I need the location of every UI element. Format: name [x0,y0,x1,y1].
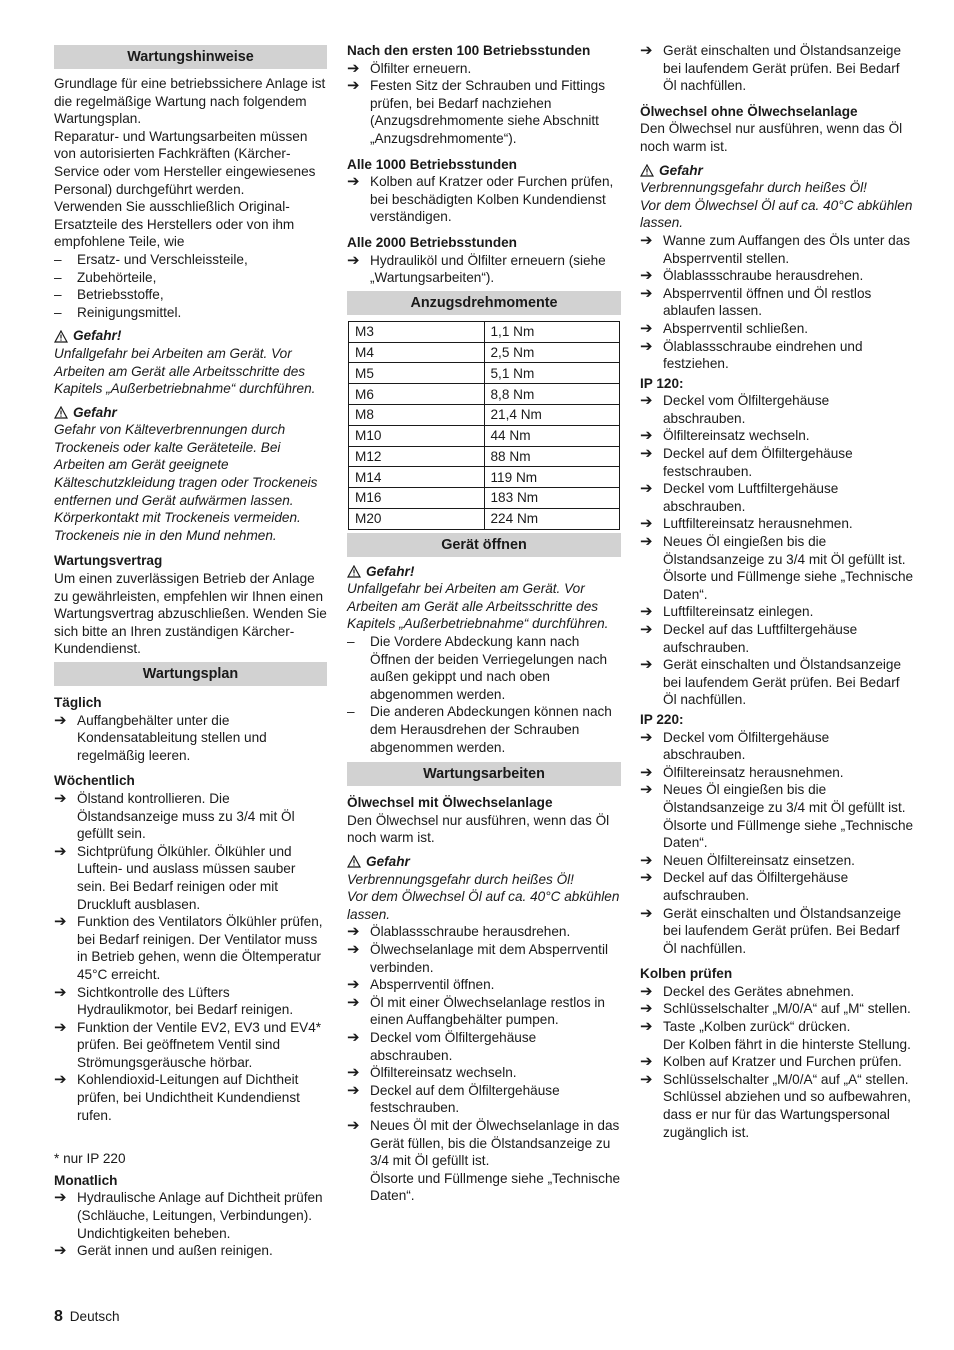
thread-size-cell: M3 [349,321,485,342]
list-item [640,338,914,373]
table-row [349,363,620,384]
list-item-text: Gerät einschalten und Ölstandsanzeige bei laufendem Gerät prüfen. Bei Bedarf Öl nachfüllen. [663,43,902,94]
warning-text: Vor dem Ölwechsel Öl auf ca. 40°C abkühlen lassen. [347,889,620,922]
arrow-bullet-icon: ➔ [640,284,653,302]
subheading-1000h: Alle 1000 Betriebsstunden [347,156,517,172]
list-item-text: Sichtkontrolle des Lüfters Hydraulikmotor, bei Bedarf reinigen. [77,984,294,1018]
list-item [640,1053,914,1071]
thread-size-cell: M4 [349,342,485,363]
warning-triangle-icon [640,164,654,177]
list-item [347,633,621,703]
warning-title [640,162,914,180]
list-item [347,60,621,78]
arrow-bullet-icon: ➔ [347,59,360,77]
list-item-text: Funktion des Ventilators Ölkühler prüfen, bei Bedarf reinigen. Der Ventilator muss in Betrieb gehen, wenn die Öltemperatur 45°C erreicht. [77,914,323,982]
list-item-text: Neuen Ölfiltereinsatz einsetzen. [663,852,855,868]
subheading-kolben-pruefen: Kolben prüfen [640,966,733,982]
thread-size-cell: M10 [349,425,485,446]
list-item [640,729,914,764]
arrow-bullet-icon: ➔ [347,976,360,994]
heading-wartungshinweise: Wartungshinweise [54,45,327,69]
thread-size-cell: M12 [349,446,485,467]
warning-triangle-icon [347,565,361,578]
list-item [54,269,327,287]
table-row [349,425,620,446]
list-item [347,173,621,226]
warning-text: Vor dem Ölwechsel Öl auf ca. 40°C abkühlen lassen. [640,197,913,231]
list-item-text: Öl mit einer Ölwechselanlage restlos in einen Auffangbehälter pumpen. [370,994,605,1028]
arrow-list [640,729,914,817]
warning-title-text: Gefahr [73,404,117,420]
column-2 [347,42,621,1205]
arrow-bullet-icon: ➔ [640,851,653,869]
list-item-text: Schlüsselschalter „M/0/A“ auf „M“ stellen. [663,1001,911,1017]
subheading-oelwechsel-ohne: Ölwechsel ohne Ölwechselanlage [640,103,858,119]
arrow-bullet-icon: ➔ [640,728,653,746]
list-item-text: Die anderen Abdeckungen können nach dem Herausdrehen der Schrauben abgenommen werden. [370,704,612,755]
arrow-bullet-icon: ➔ [640,982,653,1000]
list-item [640,983,914,1001]
thread-size-cell: M16 [349,488,485,509]
arrow-bullet-icon: ➔ [347,173,360,191]
arrow-list [54,790,327,1124]
note: Ölsorte und Füllmenge siehe „Technische Daten“. [663,817,914,851]
arrow-bullet-icon: ➔ [640,42,653,59]
arrow-bullet-icon: ➔ [640,231,653,249]
note: Ölsorte und Füllmenge siehe „Technische Daten“. [370,1170,621,1204]
list-item [640,852,914,870]
table-row [349,404,620,425]
torque-value-cell: 183 Nm [484,488,620,509]
list-item-text: Absperrventil öffnen. [370,977,495,993]
list-item-text: Ölablassschraube eindrehen und festziehen. [663,338,863,372]
list-item [54,790,327,843]
note: Ölsorte und Füllmenge siehe „Technische Daten“. [663,569,914,602]
warning-text: Unfallgefahr bei Arbeiten am Gerät. Vor Arbeiten am Gerät alle Arbeitsschritte des Kapitels „Außerbetriebnahme“ durchführen. [347,581,609,632]
thread-size-cell: M6 [349,384,485,405]
subheading-taeglich: Täglich [54,695,102,710]
list-item-text: Auffangbehälter unter die Kondensatableitung stellen und regelmäßig leeren. [77,712,267,763]
list-item [347,77,621,147]
arrow-list [347,252,621,287]
paragraph: Verwenden Sie ausschließlich Original-Ersatzteile des Herstellers oder von ihm empfohlene Teile, wie [54,199,295,250]
list-item-text: Deckel des Gerätes abnehmen. [663,983,855,999]
arrow-bullet-icon: ➔ [54,789,67,807]
arrow-bullet-icon: ➔ [640,337,653,355]
subheading-100h: Nach den ersten 100 Betriebsstunden [347,43,591,58]
list-item-text: Neues Öl eingießen bis die Ölstandsanzeige zu 3/4 mit Öl gefüllt ist. [663,534,906,567]
arrow-bullet-icon: ➔ [640,781,653,799]
torque-value-cell: 21,4 Nm [484,404,620,425]
dash-bullet: – [54,304,62,320]
heading-geraet-oeffnen: Gerät öffnen [347,533,621,557]
thread-size-cell: M20 [349,508,485,529]
warning-text: Körperkontakt mit Trockeneis vermeiden. Trockeneis nie in den Mund nehmen. [54,510,301,543]
warning-triangle-icon [347,855,361,868]
page-footer [54,1308,120,1326]
arrow-bullet-icon: ➔ [640,319,653,337]
list-item-text: Schlüsselschalter „M/0/A“ auf „A“ stellen. Schlüssel abziehen und so aufbewahren, dass er nur für das Wartungspersonal zugänglich ist. [663,1071,911,1140]
list-item-text: Ölablassschraube herausdrehen. [370,924,571,940]
arrow-bullet-icon: ➔ [640,621,653,638]
arrow-list [640,852,914,958]
footnote: * nur IP 220 [54,1151,126,1167]
dash-list [54,251,327,321]
arrow-bullet-icon: ➔ [640,763,653,781]
arrow-bullet-icon: ➔ [640,1018,653,1036]
dash-bullet: – [347,634,355,650]
torque-value-cell: 119 Nm [484,467,620,488]
list-item-text: Gerät einschalten und Ölstandsanzeige bei laufendem Gerät prüfen. Bei Bedarf Öl nachfüllen. [663,905,902,956]
arrow-bullet-icon: ➔ [640,1053,653,1071]
list-item-text: Deckel auf dem Ölfiltergehäuse festschrauben. [370,1082,560,1116]
torque-value-cell: 44 Nm [484,425,620,446]
list-item [347,703,621,756]
list-item [640,445,914,480]
list-item [347,994,621,1029]
paragraph: Um einen zuverlässigen Betrieb der Anlage zu gewährleisten, empfehlen wir Ihnen einen Wartungsvertrag abzuschließen. Wenden Sie sich bitte an Ihren zuständigen Kärcher-Kundendienst. [54,571,327,657]
warning-title [347,563,621,581]
paragraph: Grundlage für eine betriebssichere Anlage ist die regelmäßige Wartung nach folgendem Wartungsplan. [54,76,326,127]
list-item [54,286,327,304]
arrow-list [347,923,621,1169]
torque-value-cell: 1,1 Nm [484,321,620,342]
list-item-text: Ersatz- und Verschleissteile, [77,251,248,267]
arrow-list [640,603,914,709]
subheading-ip120: IP 120: [640,375,684,391]
subheading-oelwechsel-mit: Ölwechsel mit Ölwechselanlage [347,795,553,811]
arrow-bullet-icon: ➔ [640,515,653,533]
list-item [640,515,914,533]
arrow-bullet-icon: ➔ [347,1081,360,1099]
list-item [54,913,327,983]
list-item-text: Ölablassschraube herausdrehen. [663,268,864,284]
subheading-ip220: IP 220: [640,711,684,727]
list-item-text: Deckel vom Luftfiltergehäuse abschrauben. [663,481,839,514]
list-item [347,976,621,994]
list-item [640,1018,914,1036]
footer-language: Deutsch [69,1309,120,1324]
arrow-list [347,60,621,148]
arrow-bullet-icon: ➔ [640,656,653,674]
arrow-list [640,1053,914,1141]
list-item [640,1000,914,1018]
list-item-text: Luftfiltereinsatz herausnehmen. [663,516,853,532]
list-item-text: Hydraulische Anlage auf Dichtheit prüfen (Schläuche, Leitungen, Verbindungen). Undichtigkeiten beheben. [77,1190,323,1241]
thread-size-cell: M5 [349,363,485,384]
list-item [347,1082,621,1117]
list-item [347,923,621,941]
arrow-bullet-icon: ➔ [347,993,360,1011]
dash-bullet: – [54,269,62,285]
arrow-bullet-icon: ➔ [640,1000,653,1018]
arrow-bullet-icon: ➔ [54,1189,67,1207]
list-item [640,603,914,621]
column-1 [54,42,327,1260]
list-item [640,320,914,338]
table-row [349,321,620,342]
table-row [349,446,620,467]
list-item [640,392,914,427]
dash-bullet: – [54,287,62,303]
table-row [349,467,620,488]
list-item-text: Betriebsstoffe, [77,287,164,303]
warning-title-text: Gefahr! [73,328,122,344]
arrow-bullet-icon: ➔ [640,267,653,285]
list-item-text: Hydrauliköl und Ölfilter erneuern (siehe „Wartungsarbeiten“). [370,252,606,286]
warning-triangle-icon [54,406,68,419]
list-item-text: Ölfiltereinsatz herausnehmen. [663,764,844,780]
torque-value-cell: 224 Nm [484,508,620,529]
list-item-text: Die Vordere Abdeckung kann nach Öffnen der beiden Verriegelungen nach außen gekippt und nach oben abgenommen werden. [370,634,608,702]
table-row [349,384,620,405]
paragraph: Reparatur- und Wartungsarbeiten müssen von autorisierten Fachkräften (Kärcher-Service oder vom Hersteller eingewiesenes Personal) durchgeführt werden. [54,128,316,197]
arrow-list [640,42,914,95]
list-item-text: Festen Sitz der Schrauben und Fittings prüfen, bei Bedarf nachziehen (Anzugsdrehmomente siehe Abschnitt „Anzugsdrehmomente“). [370,78,605,146]
warning-title [54,404,327,422]
list-item-text: Funktion der Ventile EV2, EV3 und EV4* prüfen. Bei geöffnetem Ventil sind Strömungsgeräusche hörbar. [77,1019,322,1070]
list-item [347,252,621,287]
list-item [640,267,914,285]
arrow-bullet-icon: ➔ [640,533,653,551]
list-item-text: Ölfiltereinsatz wechseln. [370,1065,517,1081]
table-row [349,342,620,363]
page-number: 8 [54,1308,63,1325]
torque-value-cell: 88 Nm [484,446,620,467]
torque-value-cell: 5,1 Nm [484,363,620,384]
list-item-text: Ölfilter erneuern. [370,60,472,76]
list-item-text: Deckel auf das Ölfiltergehäuse aufschrauben. [663,870,849,903]
list-item-text: Gerät einschalten und Ölstandsanzeige bei laufendem Gerät prüfen. Bei Bedarf Öl nachfüllen. [663,657,902,708]
list-item [640,480,914,515]
arrow-bullet-icon: ➔ [640,392,653,410]
arrow-list [54,712,327,765]
arrow-bullet-icon: ➔ [640,445,653,463]
subheading-woechentlich: Wöchentlich [54,773,135,789]
list-item [640,285,914,320]
list-item [640,905,914,958]
list-item [347,1064,621,1082]
warning-text: Unfallgefahr bei Arbeiten am Gerät. Vor Arbeiten am Gerät alle Arbeitsschritte des Kapitels „Außerbetriebnahme“ durchführen. [54,345,316,397]
arrow-bullet-icon: ➔ [347,940,360,958]
arrow-bullet-icon: ➔ [347,923,360,941]
heading-wartungsarbeiten: Wartungsarbeiten [347,762,621,786]
torque-value-cell: 8,8 Nm [484,384,620,405]
list-item-text: Gerät innen und außen reinigen. [77,1243,273,1259]
paragraph: Den Ölwechsel nur ausführen, wenn das Öl noch warm ist. [640,121,903,154]
arrow-bullet-icon: ➔ [54,711,67,729]
arrow-bullet-icon: ➔ [54,1071,67,1089]
arrow-bullet-icon: ➔ [54,1018,67,1036]
arrow-bullet-icon: ➔ [640,869,653,887]
list-item [54,1019,327,1072]
list-item-text: Kohlendioxid-Leitungen auf Dichtheit prüfen, bei Undichtheit Kundendienst rufen. [77,1072,300,1123]
list-item-text: Deckel vom Ölfiltergehäuse abschrauben. [370,1029,537,1063]
note: Der Kolben fährt in die hinterste Stellung. [663,1036,911,1052]
list-item-text: Kolben auf Kratzer oder Furchen prüfen, bei beschädigten Kolben Kundendienst verständigen. [370,174,614,225]
list-item-text: Kolben auf Kratzer und Furchen prüfen. [663,1054,902,1070]
list-item-text: Ölwechselanlage mit dem Absperrventil verbinden. [370,941,609,975]
arrow-list [640,983,914,1036]
dash-bullet: – [347,704,355,720]
arrow-bullet-icon: ➔ [54,913,67,931]
list-item-text: Taste „Kolben zurück“ drücken. [663,1019,851,1035]
arrow-list [640,232,914,373]
list-item [54,1071,327,1124]
arrow-list [347,173,621,226]
subheading-monatlich: Monatlich [54,1172,118,1188]
list-item [640,781,914,816]
arrow-list [54,1189,327,1259]
warning-title-text: Gefahr! [366,563,415,579]
list-item-text: Neues Öl eingießen bis die Ölstandsanzeige zu 3/4 mit Öl gefüllt ist. [663,782,906,815]
arrow-bullet-icon: ➔ [640,904,653,922]
list-item-text: Deckel auf das Luftfiltergehäuse aufschrauben. [663,622,858,655]
list-item-text: Deckel vom Ölfiltergehäuse abschrauben. [663,729,830,763]
arrow-bullet-icon: ➔ [640,603,653,621]
list-item [640,42,914,95]
list-item [640,869,914,904]
arrow-bullet-icon: ➔ [347,1116,360,1134]
warning-title [54,327,327,345]
thread-size-cell: M14 [349,467,485,488]
arrow-list [640,392,914,568]
arrow-bullet-icon: ➔ [640,427,653,445]
thread-size-cell: M8 [349,404,485,425]
list-item-text: Neues Öl mit der Ölwechselanlage in das Gerät füllen, bis die Ölstandsanzeige zu 3/4 mit Öl gefüllt ist. [370,1117,620,1169]
list-item [54,304,327,322]
warning-title-text: Gefahr [659,162,703,178]
list-item [54,251,327,269]
list-item [54,1242,327,1260]
arrow-bullet-icon: ➔ [54,1242,67,1260]
warning-triangle-icon [54,330,68,343]
list-item-text: Wanne zum Auffangen des Öls unter das Absperrventil stellen. [663,232,911,266]
arrow-bullet-icon: ➔ [640,480,653,498]
list-item [640,656,914,709]
arrow-bullet-icon: ➔ [347,1028,360,1046]
column-3 [640,42,914,1141]
list-item [347,1029,621,1064]
arrow-bullet-icon: ➔ [54,842,67,860]
warning-title-text: Gefahr [366,854,410,869]
list-item-text: Reinigungsmittel. [77,304,182,320]
heading-wartungsplan: Wartungsplan [54,662,327,686]
subheading-wartungsvertrag: Wartungsvertrag [54,553,163,569]
table-row [349,508,620,529]
arrow-bullet-icon: ➔ [640,1070,653,1088]
list-item [54,984,327,1019]
list-item [54,1189,327,1242]
list-item-text: Absperrventil schließen. [663,320,809,336]
torque-value-cell: 2,5 Nm [484,342,620,363]
warning-text: Verbrennungsgefahr durch heißes Öl! [347,871,574,887]
list-item-text: Ölfiltereinsatz wechseln. [663,428,810,444]
list-item-text: Absperrventil öffnen und Öl restlos ablaufen lassen. [663,285,872,319]
arrow-bullet-icon: ➔ [347,1064,360,1082]
list-item [640,764,914,782]
warning-text: Gefahr von Kälteverbrennungen durch Trockeneis oder kalte Geräteteile. Bei Arbeiten am Gerät geeignete Kälteschutzkleidung tragen oder Trockeneis entfernen und Gerät aufwärmen lassen. [54,422,318,508]
list-item [347,941,621,976]
list-item [640,1071,914,1141]
arrow-bullet-icon: ➔ [347,251,360,269]
list-item-text: Deckel vom Ölfiltergehäuse abschrauben. [663,393,830,426]
list-item-text: Zubehörteile, [77,269,157,285]
list-item [640,232,914,267]
list-item-text: Ölstand kontrollieren. Die Ölstandsanzeige muss zu 3/4 mit Öl gefüllt sein. [77,790,295,842]
paragraph: Den Ölwechsel nur ausführen, wenn das Öl noch warm ist. [347,812,610,846]
list-item [640,427,914,445]
warning-text: Verbrennungsgefahr durch heißes Öl! [640,180,867,196]
list-item-text: Deckel auf dem Ölfiltergehäuse festschrauben. [663,446,853,479]
list-item [54,843,327,913]
table-row [349,488,620,509]
dash-list [347,633,621,756]
list-item [640,533,914,568]
torque-table [348,321,620,530]
list-item-text: Sichtprüfung Ölkühler. Ölkühler und Luftein- und auslass müssen sauber sein. Bei Bedarf reinigen oder mit Druckluft ausblasen. [77,843,296,912]
warning-title [347,853,621,871]
list-item [347,1117,621,1170]
heading-anzugsdrehmomente: Anzugsdrehmomente [347,291,621,315]
subheading-2000h: Alle 2000 Betriebsstunden [347,234,517,250]
list-item-text: Luftfiltereinsatz einlegen. [663,604,814,620]
arrow-bullet-icon: ➔ [347,77,360,95]
list-item [640,621,914,656]
arrow-bullet-icon: ➔ [54,983,67,1001]
dash-bullet: – [54,251,62,267]
list-item [54,712,327,765]
